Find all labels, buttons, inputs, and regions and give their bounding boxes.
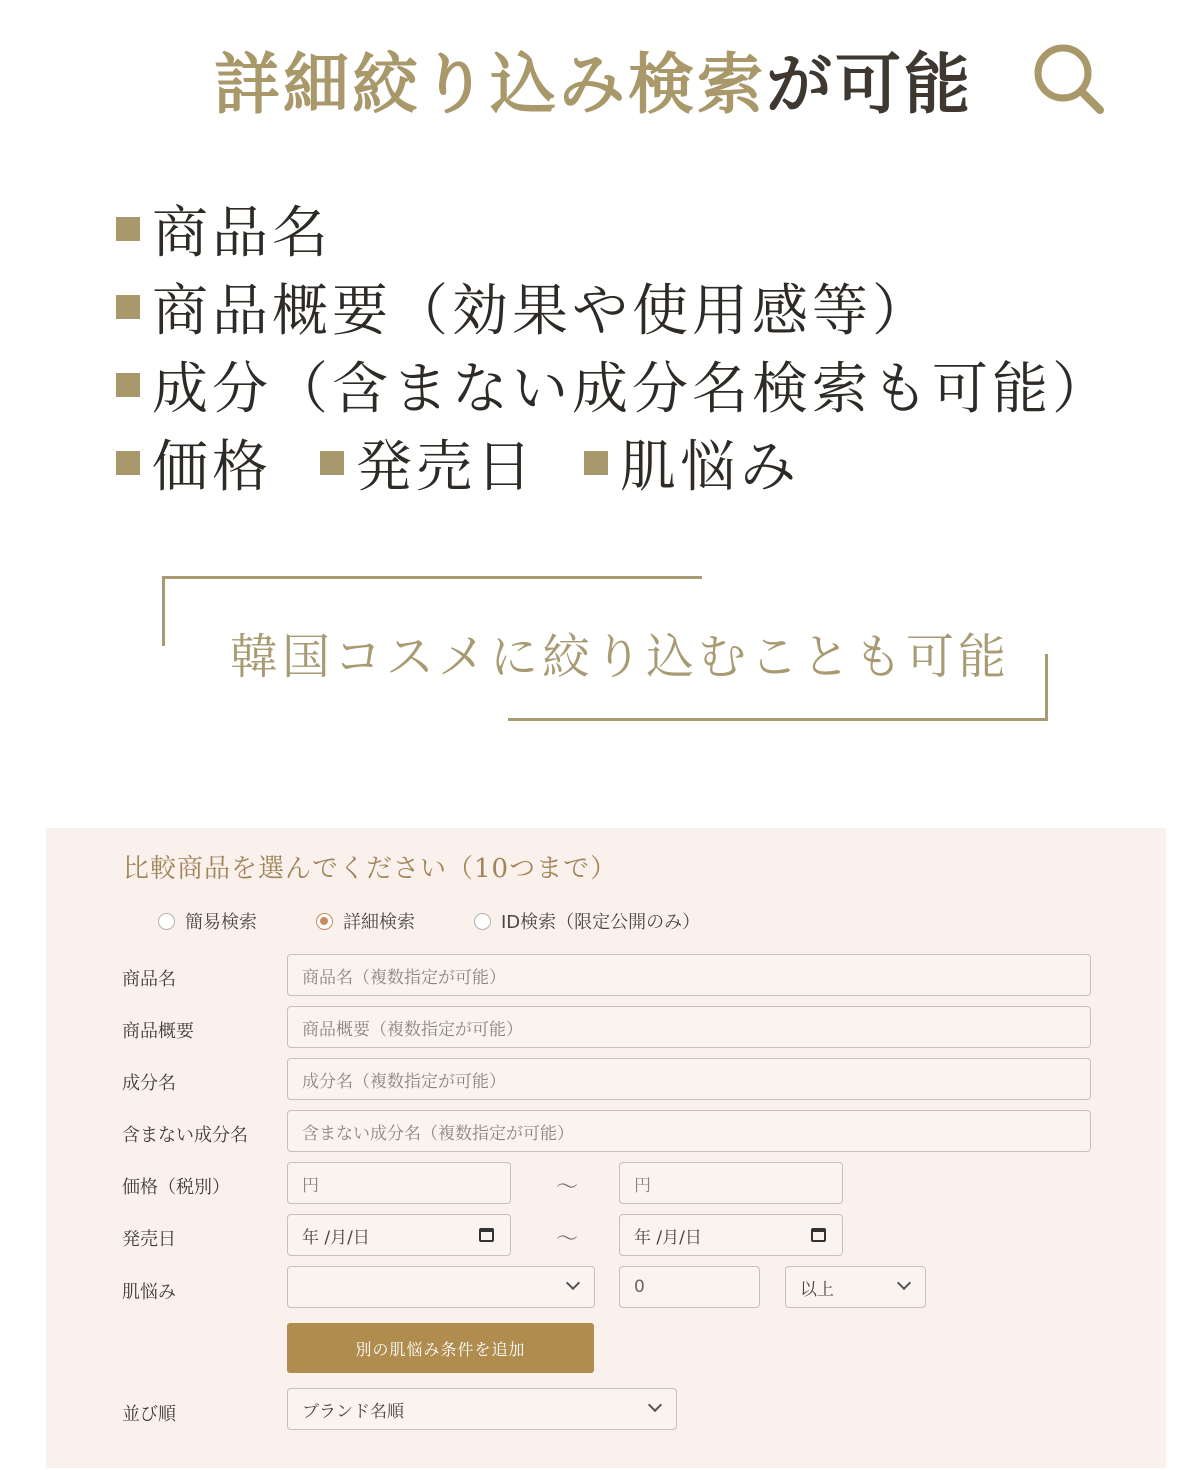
page-headline bbox=[214, 38, 973, 123]
feature-label: 発売日 bbox=[356, 435, 536, 500]
radio-label: 簡易検索 bbox=[185, 912, 257, 933]
headline-highlight: 詳細絞り込み検索 bbox=[214, 45, 766, 123]
sort-label: 並び順 bbox=[122, 1404, 176, 1425]
exclude-ingredient-input[interactable]: 含まない成分名（複数指定が可能） bbox=[287, 1110, 1091, 1152]
callout-frame-left bbox=[162, 576, 165, 646]
date-range-separator: 〜 bbox=[556, 1227, 579, 1252]
form-title: 比較商品を選んでください（10つまで） bbox=[123, 854, 618, 884]
feature-label: 商品概要（効果や使用感等） bbox=[152, 279, 932, 344]
chevron-down-icon bbox=[897, 1276, 911, 1290]
chevron-down-icon bbox=[648, 1398, 662, 1412]
callout-frame-bottom bbox=[508, 718, 1048, 721]
callout-frame-right bbox=[1045, 654, 1048, 721]
exclude-ingredient-label: 含まない成分名 bbox=[122, 1125, 248, 1146]
calendar-icon[interactable] bbox=[479, 1228, 494, 1242]
radio-button[interactable] bbox=[158, 913, 175, 930]
release-date-label: 発売日 bbox=[122, 1229, 176, 1250]
feature-item bbox=[116, 346, 1112, 424]
ingredient-input[interactable]: 成分名（複数指定が可能） bbox=[287, 1058, 1091, 1100]
search-icon bbox=[1032, 42, 1106, 116]
release-date-from-input[interactable]: 年 /月/日 bbox=[287, 1214, 511, 1256]
skin-concern-level-input[interactable]: 0 bbox=[619, 1266, 760, 1308]
product-name-label: 商品名 bbox=[122, 969, 176, 990]
square-bullet-icon bbox=[116, 373, 140, 397]
price-label: 価格（税別） bbox=[122, 1177, 230, 1198]
square-bullet-icon bbox=[116, 295, 140, 319]
feature-label: 成分（含まない成分名検索も可能） bbox=[152, 357, 1112, 422]
search-form-panel bbox=[46, 828, 1166, 1468]
release-date-to-input[interactable]: 年 /月/日 bbox=[619, 1214, 843, 1256]
feature-label: 価格 bbox=[152, 435, 272, 500]
radio-id-search[interactable] bbox=[474, 908, 700, 934]
skin-concern-comparator-select[interactable]: 以上 bbox=[785, 1266, 926, 1308]
add-skin-concern-button[interactable]: 別の肌悩み条件を追加 bbox=[287, 1323, 594, 1373]
feature-label: 肌悩み bbox=[620, 435, 800, 500]
price-range-separator: 〜 bbox=[556, 1175, 579, 1200]
feature-row bbox=[116, 424, 1112, 502]
ingredient-label: 成分名 bbox=[122, 1073, 176, 1094]
price-min-input[interactable]: 円 bbox=[287, 1162, 511, 1204]
feature-item bbox=[116, 423, 272, 503]
calendar-icon[interactable] bbox=[811, 1228, 826, 1242]
feature-list bbox=[116, 190, 1112, 502]
feature-item bbox=[116, 190, 1112, 268]
square-bullet-icon bbox=[584, 451, 608, 475]
radio-label: 詳細検索 bbox=[343, 912, 415, 933]
product-name-input[interactable]: 商品名（複数指定が可能） bbox=[287, 954, 1091, 996]
square-bullet-icon bbox=[116, 217, 140, 241]
summary-label: 商品概要 bbox=[122, 1021, 194, 1042]
feature-label: 商品名 bbox=[152, 201, 332, 266]
chevron-down-icon bbox=[566, 1276, 580, 1290]
summary-input[interactable]: 商品概要（複数指定が可能） bbox=[287, 1006, 1091, 1048]
callout-frame-top bbox=[162, 576, 702, 579]
radio-button[interactable] bbox=[474, 913, 491, 930]
radio-button-selected[interactable] bbox=[316, 913, 333, 930]
square-bullet-icon bbox=[116, 451, 140, 475]
radio-detailed-search[interactable] bbox=[316, 908, 415, 934]
skin-concern-select[interactable] bbox=[287, 1266, 595, 1308]
sort-select[interactable]: ブランド名順 bbox=[287, 1388, 677, 1430]
feature-item bbox=[584, 423, 800, 503]
feature-item bbox=[320, 423, 536, 503]
callout-text: 韓国コスメに絞り込むことも可能 bbox=[230, 628, 1011, 685]
skin-concern-label: 肌悩み bbox=[122, 1282, 176, 1303]
feature-item bbox=[116, 268, 1112, 346]
price-max-input[interactable]: 円 bbox=[619, 1162, 843, 1204]
headline-suffix: が可能 bbox=[766, 45, 973, 123]
square-bullet-icon bbox=[320, 451, 344, 475]
radio-simple-search[interactable] bbox=[158, 908, 257, 934]
radio-label: ID検索（限定公開のみ） bbox=[501, 912, 701, 933]
